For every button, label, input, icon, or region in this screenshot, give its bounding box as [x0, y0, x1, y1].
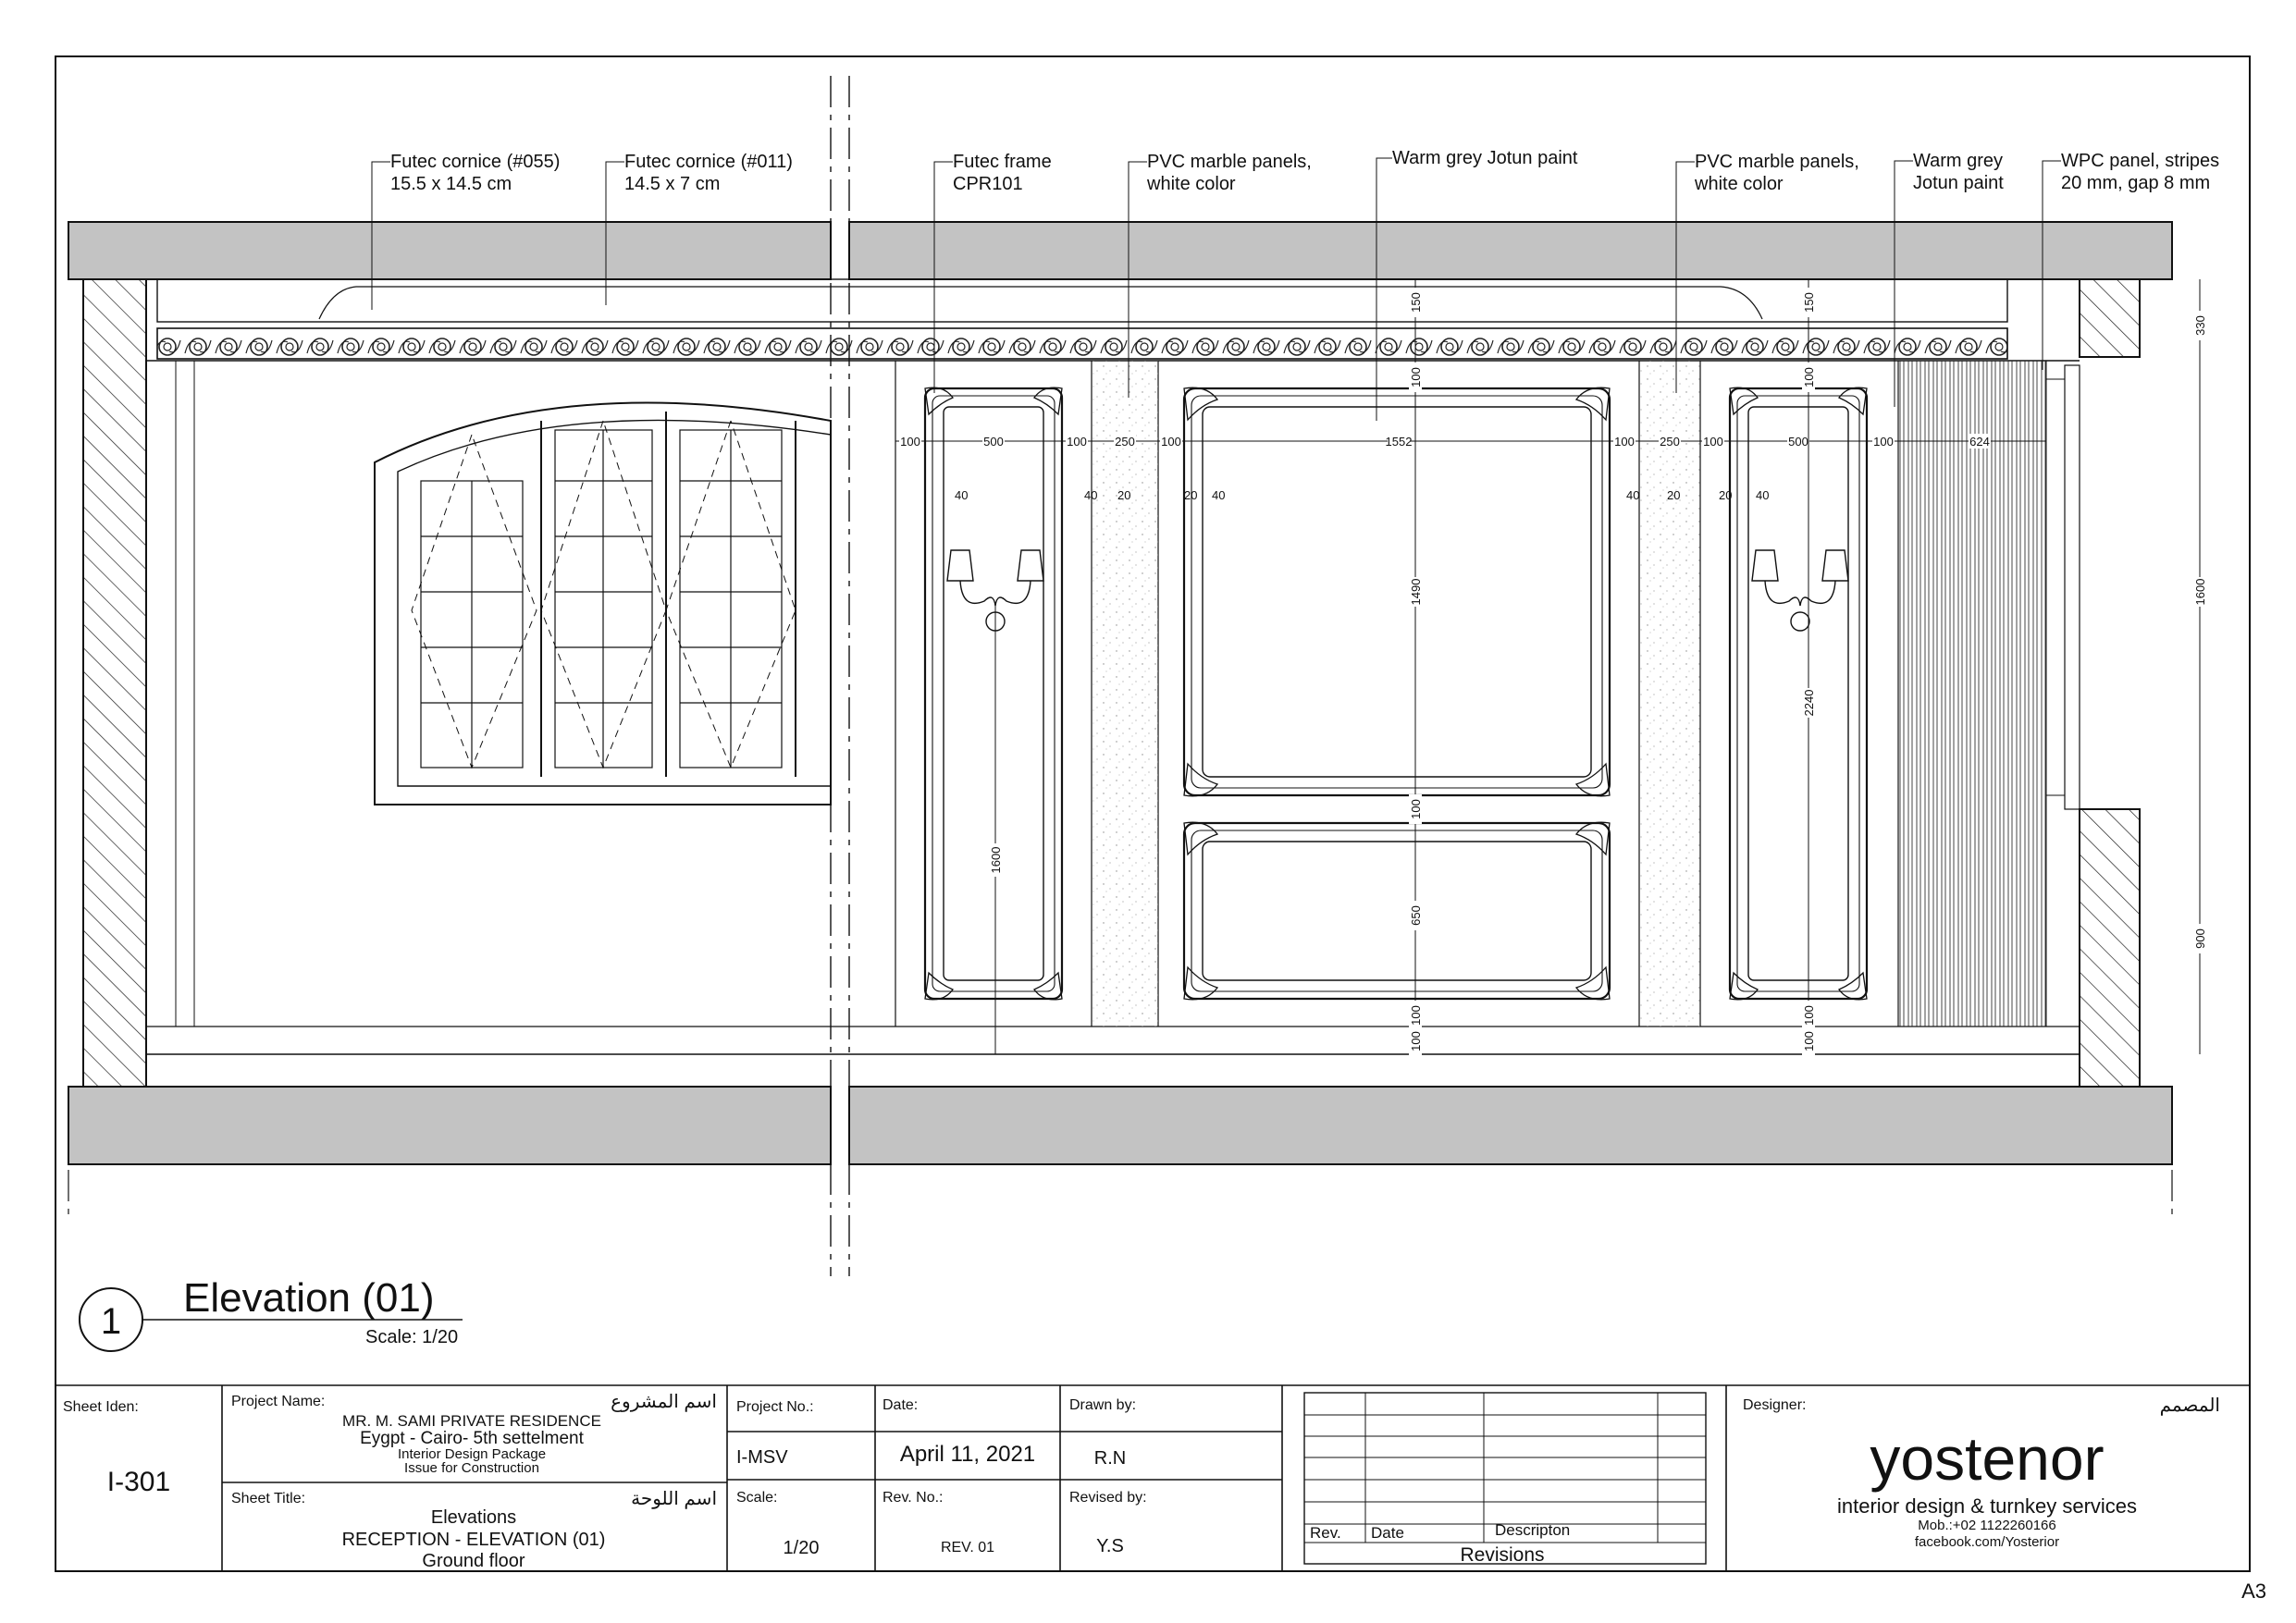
vertical-dimension: 100 [1802, 1005, 1816, 1026]
project-line-2: Eygpt - Cairo- 5th settelment [360, 1429, 584, 1448]
dimension-label: 1552 [1385, 435, 1413, 449]
designer-label: Designer: [1743, 1397, 1807, 1413]
wall-section-left [83, 279, 146, 1087]
sheet-iden-label: Sheet Iden: [63, 1399, 139, 1415]
wall-section-right-bottom [2080, 809, 2140, 1087]
vertical-dimension: 900 [2193, 928, 2207, 949]
view-number: 1 [100, 1301, 122, 1342]
annotation-line: 14.5 x 7 cm [624, 174, 721, 194]
rev-column: Rev. [1310, 1524, 1341, 1542]
vertical-dimension: 1490 [1409, 578, 1423, 606]
sconce-height-dimension: 1600 [989, 846, 1003, 874]
vertical-dimension: 100 [1409, 799, 1423, 819]
dimension-label: 100 [1703, 435, 1723, 449]
vertical-dimension: 150 [1802, 292, 1816, 313]
annotation-line: white color [1147, 174, 1236, 194]
project-no-label: Project No.: [736, 1399, 814, 1415]
vertical-dimension: 650 [1409, 905, 1423, 926]
scale-label: Scale: [736, 1490, 778, 1506]
designer-arabic: المصمم [2159, 1396, 2220, 1416]
sheet-title-label: Sheet Title: [231, 1491, 306, 1506]
vertical-dimension: 100 [1409, 1031, 1423, 1051]
project-line-4: Issue for Construction [404, 1460, 539, 1476]
scale-value: 1/20 [783, 1538, 820, 1558]
annotation-line: 15.5 x 14.5 cm [390, 174, 512, 194]
offset-dimension: 20 [1667, 488, 1681, 502]
elevation-drawing [68, 76, 2219, 1276]
date-label: Date: [883, 1397, 919, 1413]
wall-sconce-left [947, 550, 1043, 1054]
sheet-size: A3 [2241, 1580, 2266, 1603]
dimension-label: 500 [983, 435, 1004, 449]
annotation-line: Futec cornice (#011) [624, 152, 793, 172]
rev-no-label: Rev. No.: [883, 1490, 944, 1506]
vertical-dimension: 330 [2193, 315, 2207, 336]
offset-dimension: 40 [955, 488, 969, 502]
drawn-by-label: Drawn by: [1069, 1397, 1137, 1413]
date-column: Date [1371, 1524, 1404, 1542]
sheet-title-arabic: اسم اللوحة [631, 1489, 717, 1509]
offset-dimension: 40 [1084, 488, 1098, 502]
vertical-dimension: 1600 [2193, 578, 2207, 606]
ceiling-slab-left [68, 222, 831, 279]
drawn-by-value: R.N [1093, 1448, 1127, 1469]
dimension-label: 100 [1614, 435, 1635, 449]
project-line-3: Interior Design Package [397, 1446, 547, 1462]
view-title: Elevation (01) [183, 1275, 435, 1321]
revised-by-value: Y.S [1096, 1536, 1124, 1556]
annotation-line: Warm grey Jotun paint [1392, 148, 1578, 168]
ceiling-slab-right [849, 222, 2172, 279]
rev-no-value: REV. 01 [940, 1540, 995, 1555]
annotation-line: 20 mm, gap 8 mm [2061, 173, 2211, 193]
vertical-dimension: 100 [1409, 1005, 1423, 1026]
project-name-label: Project Name: [231, 1394, 326, 1409]
vertical-dimension: 2240 [1802, 689, 1816, 717]
sheet-title-line-2: RECEPTION - ELEVATION (01) [341, 1530, 606, 1550]
offset-dimension: 20 [1117, 488, 1131, 502]
brand-mobile: Mob.:+02 1122260166 [1918, 1518, 2056, 1533]
wall-panels [895, 361, 2080, 1027]
vertical-dimension: 100 [1802, 1031, 1816, 1051]
annotation-line: WPC panel, stripes [2061, 151, 2220, 171]
annotation-line: Warm grey [1913, 151, 2004, 171]
offset-dimension: 40 [1626, 488, 1640, 502]
annotation-line: Futec cornice (#055) [390, 152, 561, 172]
vertical-dimension: 100 [1409, 367, 1423, 387]
dimension-label: 624 [1969, 435, 1990, 449]
offset-dimension: 20 [1719, 488, 1733, 502]
wall-sconce-right [1752, 550, 1848, 631]
date-value: April 11, 2021 [899, 1442, 1036, 1467]
cornice-ornament [157, 328, 2007, 359]
cornice-upper [157, 279, 2007, 322]
annotation-paint1 [1376, 148, 1578, 421]
dimension-label: 100 [900, 435, 920, 449]
vertical-dimension: 100 [1802, 367, 1816, 387]
brand-tagline: interior design & turnkey services [1836, 1494, 2138, 1518]
arched-window [375, 402, 831, 805]
dimension-label: 250 [1115, 435, 1135, 449]
vertical-dimension: 150 [1409, 292, 1423, 313]
annotation-line: PVC marble panels, [1147, 152, 1312, 172]
dimension-label: 500 [1788, 435, 1808, 449]
annotation-line: white color [1695, 174, 1784, 194]
offset-dimension: 40 [1756, 488, 1770, 502]
wall-section-right-top [2080, 279, 2140, 357]
offset-dimension: 40 [1212, 488, 1226, 502]
sheet-title-line-1: Elevations [430, 1507, 517, 1528]
annotation-line: CPR101 [953, 174, 1023, 194]
annotation-line: PVC marble panels, [1695, 152, 1859, 172]
annotation-line: Futec frame [953, 152, 1052, 172]
project-line-1: MR. M. SAMI PRIVATE RESIDENCE [342, 1412, 601, 1430]
project-name-arabic: اسم المشروع [611, 1392, 717, 1412]
description-column: Descripton [1495, 1521, 1571, 1539]
sheet-iden: I-301 [106, 1467, 171, 1497]
offset-dimension: 20 [1184, 488, 1198, 502]
dimension-label: 100 [1067, 435, 1087, 449]
brand-facebook: facebook.com/Yosterior [1914, 1534, 2060, 1550]
dimension-label: 250 [1660, 435, 1680, 449]
dimension-label: 100 [1161, 435, 1181, 449]
floor-slab-right [849, 1087, 2172, 1164]
annotation-line: Jotun paint [1913, 173, 2004, 193]
dimension-label: 100 [1873, 435, 1894, 449]
revisions-label: Revisions [1460, 1544, 1545, 1566]
view-scale: Scale: 1/20 [365, 1327, 459, 1347]
sheet-title-line-3: Ground floor [422, 1551, 525, 1571]
project-no: I-MSV [736, 1447, 788, 1468]
floor-slab-left [68, 1087, 831, 1164]
brand-logo: yostenor [1870, 1424, 2105, 1493]
revised-by-label: Revised by: [1069, 1490, 1147, 1506]
